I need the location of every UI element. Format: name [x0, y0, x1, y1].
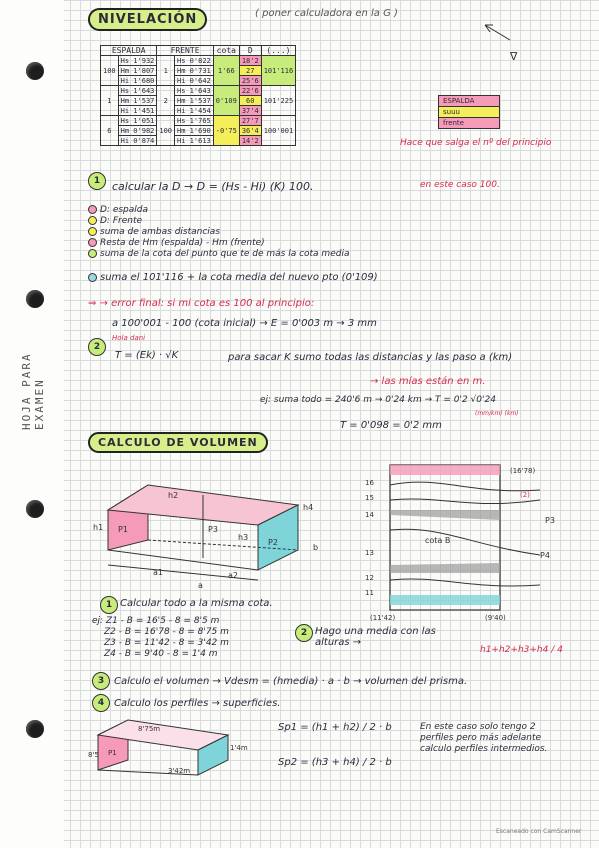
- reading-cell: Hs 1'765: [175, 116, 214, 126]
- svg-text:∇: ∇: [510, 50, 518, 63]
- extra-cell: 101'116: [261, 56, 296, 86]
- reading-cell: Hm 1'537: [175, 96, 214, 106]
- reading-cell: Hm 1'537: [118, 96, 157, 106]
- legend-item: frente: [439, 118, 499, 128]
- error-calc: a 100'001 - 100 (cota inicial) → E = 0'003 m → 3 mm: [112, 318, 377, 329]
- reading-cell: Hs 1'643: [118, 86, 157, 96]
- d-cell: 18'2: [239, 56, 261, 66]
- corner-label: (9'40): [485, 614, 506, 622]
- margin-label-line1: HOJA PARA: [20, 352, 33, 430]
- arrow-note-1: Hace que salga el nº del principio: [400, 138, 552, 148]
- step-number-2: 2: [88, 338, 106, 356]
- header-extra: (...): [261, 46, 296, 56]
- cota-cell: 1'66: [213, 56, 239, 86]
- contour-diagram: [360, 455, 560, 630]
- diagram-label: 8'5: [88, 751, 99, 759]
- scanner-footer: Escaneado con CamScanner: [496, 828, 582, 835]
- sp2-formula: Sp2 = (h3 + h4) / 2 · b: [278, 757, 392, 768]
- header-frente: FRENTE: [157, 46, 213, 56]
- list-item: [88, 205, 349, 216]
- corner-label: (16'78): [510, 467, 536, 475]
- corner-label: (11'42): [370, 614, 396, 622]
- calc-list: [92, 616, 229, 660]
- list-item-text: Resta de Hm (espalda) - Hm (frente): [100, 238, 265, 248]
- arrow-sketch: [480, 20, 580, 70]
- margin-label-line2: EXAMEN: [33, 378, 46, 430]
- d-cell: 25'6: [239, 76, 261, 86]
- color-legend: [438, 95, 500, 129]
- a-label: a: [198, 581, 203, 590]
- contour-label: 14: [365, 511, 374, 519]
- binder-hole: [26, 62, 44, 80]
- h4-label: h4: [303, 503, 314, 512]
- contour-label: 12: [365, 574, 374, 582]
- binder-hole: [26, 290, 44, 308]
- step2-label: Hola dani: [112, 334, 146, 342]
- diagram-label: P1: [108, 749, 117, 757]
- contour-label: 15: [365, 494, 374, 502]
- side-note: En este caso solo tengo 2 perfiles pero más adelante calculo perfiles intermedios.: [420, 722, 548, 754]
- vol-step1: Calcular todo a la misma cota.: [120, 598, 273, 609]
- a2-label: a2: [228, 571, 238, 580]
- contour-label: 13: [365, 549, 374, 557]
- list-item-text: suma de ambas distancias: [100, 227, 221, 237]
- error-line: ⇒ → error final: si mi cota es 100 al principio:: [88, 298, 315, 309]
- step-number-5: 3: [92, 672, 110, 690]
- d-cell: 60: [239, 96, 261, 106]
- step-number-3: 1: [100, 596, 118, 614]
- point-cell: 100: [157, 116, 175, 146]
- reading-cell: Hi 1'613: [175, 136, 214, 146]
- binder-hole: [26, 500, 44, 518]
- step2-note: para sacar K sumo todas las distancias y las paso a (km): [228, 352, 513, 363]
- reading-cell: Hi 0'874: [118, 136, 157, 146]
- hatch-band: [390, 510, 500, 520]
- p3-label: P3: [208, 525, 218, 534]
- top-band: [390, 465, 500, 475]
- extra-cell: 100'001: [261, 116, 296, 146]
- bullet-list: [88, 205, 349, 260]
- extra-cell: 101'225: [261, 86, 296, 116]
- reading-cell: Hi 1'454: [175, 106, 214, 116]
- reading-cell: Hm 1'807: [118, 66, 157, 76]
- p2-label: P2: [268, 538, 278, 547]
- b-label: b: [313, 543, 319, 552]
- reading-cell: Hs 1'643: [175, 86, 214, 96]
- contour-label: 16: [365, 479, 374, 487]
- d-cell: 37'4: [239, 106, 261, 116]
- binder-hole: [26, 720, 44, 738]
- header-espalda: ESPALDA: [101, 46, 157, 56]
- vol-step4: Calculo los perfiles → superficies.: [114, 698, 281, 709]
- yellow-dot-icon: [88, 216, 97, 225]
- calc-line: Z2 - B = 16'78 - 8 = 8'75 m: [104, 627, 229, 637]
- cota-cell: 0'109: [213, 86, 239, 116]
- list-item: [88, 216, 349, 227]
- suma-line-text: suma el 101'116 + la cota media del nuevo pto (0'109): [100, 272, 378, 283]
- contour-label: 11: [365, 589, 374, 597]
- hatch-band: [390, 563, 500, 573]
- list-item-text: D: Frente: [100, 216, 143, 226]
- h2-label: h2: [168, 491, 179, 500]
- vol-step2-formula: h1+h2+h3+h4 / 4: [480, 645, 563, 655]
- section-title-nivelacion: NIVELACIÓN: [88, 8, 207, 31]
- step-number-1: 1: [88, 172, 106, 190]
- a1-label: a1: [153, 568, 163, 577]
- prism-diagram: [88, 470, 338, 590]
- margin-label: [20, 310, 46, 430]
- suma-line: [88, 272, 378, 283]
- diagram-label: 1'4m: [230, 744, 248, 752]
- station-cell: 1: [101, 86, 119, 116]
- header-cota: cota: [213, 46, 239, 56]
- station-cell: 6: [101, 116, 119, 146]
- d-cell: 22'6: [239, 86, 261, 96]
- cota-cell: -0'75: [213, 116, 239, 146]
- diagram-label: 3'42m: [168, 767, 191, 775]
- reading-cell: Hs 0'822: [175, 56, 214, 66]
- cota-b-label: cota B: [425, 536, 451, 545]
- h1-label: h1: [93, 523, 104, 532]
- header-d: D: [239, 46, 261, 56]
- yellow-dot-icon: [88, 227, 97, 236]
- step2-formula: T = (Ek) · √K: [115, 350, 179, 361]
- point-cell: 1: [157, 56, 175, 86]
- list-item: [88, 227, 349, 238]
- list-item-text: D: espalda: [100, 205, 149, 215]
- leveling-table: [100, 45, 296, 146]
- vol-step3: Calculo el volumen → Vdesm = (hmedia) · a · b → volumen del prisma.: [114, 676, 468, 687]
- step-number-4: 2: [295, 624, 313, 642]
- station-cell: 100: [101, 56, 119, 86]
- step2-note2: → las mías están en m.: [370, 376, 486, 387]
- reading-cell: Hi 1'680: [118, 76, 157, 86]
- reading-cell: Hi 1'451: [118, 106, 157, 116]
- corner-label: (2): [520, 491, 530, 499]
- vol-step2: Hago una media con las alturas →: [315, 626, 436, 648]
- list-item: [88, 238, 349, 249]
- calc-line: ej: Z1 - B = 16'5 - 8 = 8'5 m: [92, 616, 220, 626]
- reading-cell: Hm 0'731: [175, 66, 214, 76]
- reading-cell: Hm 0'982: [118, 126, 157, 136]
- point-cell: 2: [157, 86, 175, 116]
- reading-cell: Hs 1'051: [118, 116, 157, 126]
- step1-text: calcular la D → D = (Hs - Hi) (K) 100.: [112, 180, 314, 193]
- step2-units: (mm/km) (km): [475, 410, 519, 417]
- pink-dot-icon: [88, 238, 97, 247]
- p4-label: P4: [540, 551, 550, 560]
- calculator-note: ( poner calculadora en la G ): [255, 8, 398, 19]
- p3-label: P3: [545, 516, 555, 525]
- green-dot-icon: [88, 249, 97, 258]
- diagram-label: 8'75m: [138, 725, 161, 733]
- sp1-formula: Sp1 = (h1 + h2) / 2 · b: [278, 722, 392, 733]
- pink-dot-icon: [88, 205, 97, 214]
- legend-item: ESPALDA: [439, 96, 499, 107]
- profile-diagram: [88, 715, 258, 785]
- d-cell: 14'2: [239, 136, 261, 146]
- d-cell: 27'7: [239, 116, 261, 126]
- reading-cell: Hs 1'932: [118, 56, 157, 66]
- p1-label: P1: [118, 525, 128, 534]
- list-item-text: suma de la cota del punto que te de más la cota media: [100, 249, 350, 259]
- arrow-note-2: en este caso 100.: [420, 180, 500, 190]
- d-cell: 36'4: [239, 126, 261, 136]
- bottom-band: [390, 595, 500, 605]
- blue-dot-icon: [88, 273, 97, 282]
- reading-cell: Hm 1'690: [175, 126, 214, 136]
- section-title-volumen: CALCULO DE VOLUMEN: [88, 432, 268, 453]
- d-cell: 27: [239, 66, 261, 76]
- list-item: [88, 249, 349, 260]
- legend-item: suuu: [439, 107, 499, 118]
- step2-result: T = 0'098 = 0'2 mm: [340, 420, 442, 431]
- calc-line: Z3 - B = 11'42 - 8 = 3'42 m: [104, 638, 229, 648]
- step-number-6: 4: [92, 694, 110, 712]
- reading-cell: Hi 0'642: [175, 76, 214, 86]
- calc-line: Z4 - B = 9'40 - 8 = 1'4 m: [104, 649, 218, 659]
- h3-label: h3: [238, 533, 249, 542]
- step2-example: ej: suma todo = 240'6 m → 0'24 km → T = 0'2 √0'24: [260, 395, 496, 405]
